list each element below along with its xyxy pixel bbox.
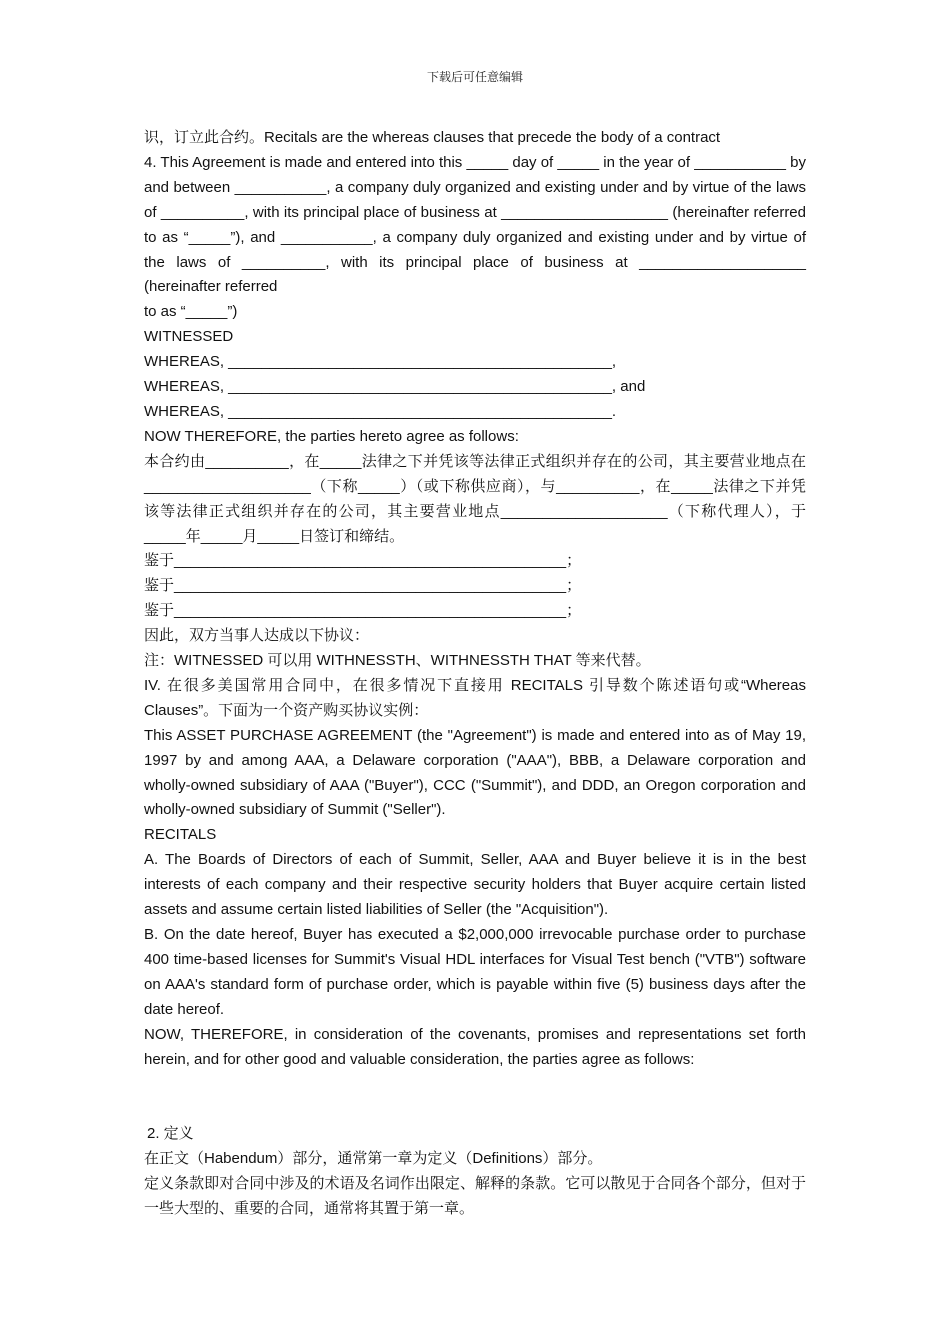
paragraph: WHEREAS, ______________________________________________.: [144, 402, 617, 420]
paragraph: 定义条款即对合同中涉及的术语及名词作出限定、解释的条款。它可以散见于合同各个部分，但对于一些大型的、重要的合同，通常将其置于第一章。: [144, 1175, 806, 1218]
page-header: 下载后可任意编辑: [426, 70, 523, 84]
paragraph: 注：WITNESSED 可以用 WITHNESSTH、WITHNESSTH THAT 等来代替。: [144, 652, 651, 670]
paragraph: B. On the date hereof, Buyer has executed a $2,000,000 irrevocable purchase order to purchase 400 time-based licenses for Summit's Visual HDL interfaces for Visual Test bench ("VTB") software on AAA's standard form of purchase order, which is payable within five (5) business days after the date hereof.: [144, 926, 806, 1018]
paragraph: WITNESSED: [144, 328, 234, 346]
paragraph: NOW THEREFORE, the parties hereto agree as follows:: [144, 427, 519, 445]
paragraph: 鉴于_______________________________________________；: [144, 577, 582, 595]
paragraph: 识，订立此合约。Recitals are the whereas clauses that precede the body of a contract: [144, 129, 721, 146]
paragraph: 在正文（Habendum）部分，通常第一章为定义（Definitions）部分。: [144, 1150, 603, 1168]
spacer: [144, 1072, 806, 1122]
section-title: 2. 定义: [147, 1125, 194, 1143]
document-body: [144, 126, 806, 1222]
paragraph: RECITALS: [144, 826, 217, 844]
paragraph: 鉴于_______________________________________________；: [144, 552, 582, 570]
paragraph: NOW, THEREFORE, in consideration of the covenants, promises and representations set forth herein, and for other good and valuable consideration, the parties agree as follows:: [144, 1025, 806, 1068]
paragraph: This ASSET PURCHASE AGREEMENT (the "Agreement") is made and entered into as of May 19, 1997 by and among AAA, a Delaware corporation ("AAA"), BBB, a Delaware corporation and wholly-owned subsidiary of AAA ("Buyer"), CCC ("Summit"), and DDD, an Oregon corporation and wholly-owned subsidiary of Summit ("Seller").: [144, 726, 806, 819]
paragraph: 因此，双方当事人达成以下协议：: [144, 627, 370, 645]
paragraph: 鉴于_______________________________________________；: [144, 602, 582, 620]
paragraph: 本合约由__________，在_____法律之下并凭该等法律正式组织并存在的公司，其主要营业地点在____________________（下称_____）（或下称供应商），与__________，在_____法律之下并凭该等法律正式组织并存在的公司，其主要营业地点____________________（下称代理人），于_____年_____月_____日签订和缔结。: [144, 452, 806, 545]
paragraph: A. The Boards of Directors of each of Summit, Seller, AAA and Buyer believe it is in the best interests of each company and their respective security holders that Buyer acquire certain listed assets and assume certain listed liabilities of Seller (the "Acquisition").: [144, 851, 806, 919]
paragraph: IV. 在很多美国常用合同中，在很多情况下直接用 RECITALS 引导数个陈述语句或“Whereas Clauses”。下面为一个资产购买协议实例：: [144, 676, 806, 719]
paragraph: WHEREAS, ______________________________________________, and: [144, 378, 646, 396]
paragraph: WHEREAS, ______________________________________________,: [144, 353, 617, 371]
paragraph: 4. This Agreement is made and entered into this _____ day of _____ in the year of ___________ by and between ___________, a company duly organized and existing under and by virtue of the laws of __________, with its principal place of business at ____________________ (hereinafter referred to as “_____”), and ___________, a company duly organized and existing under and by virtue of the laws of __________, with its principal place of business at ____________________ (hereinafter referred: [144, 153, 806, 296]
paragraph: to as “_____”): [144, 303, 238, 321]
